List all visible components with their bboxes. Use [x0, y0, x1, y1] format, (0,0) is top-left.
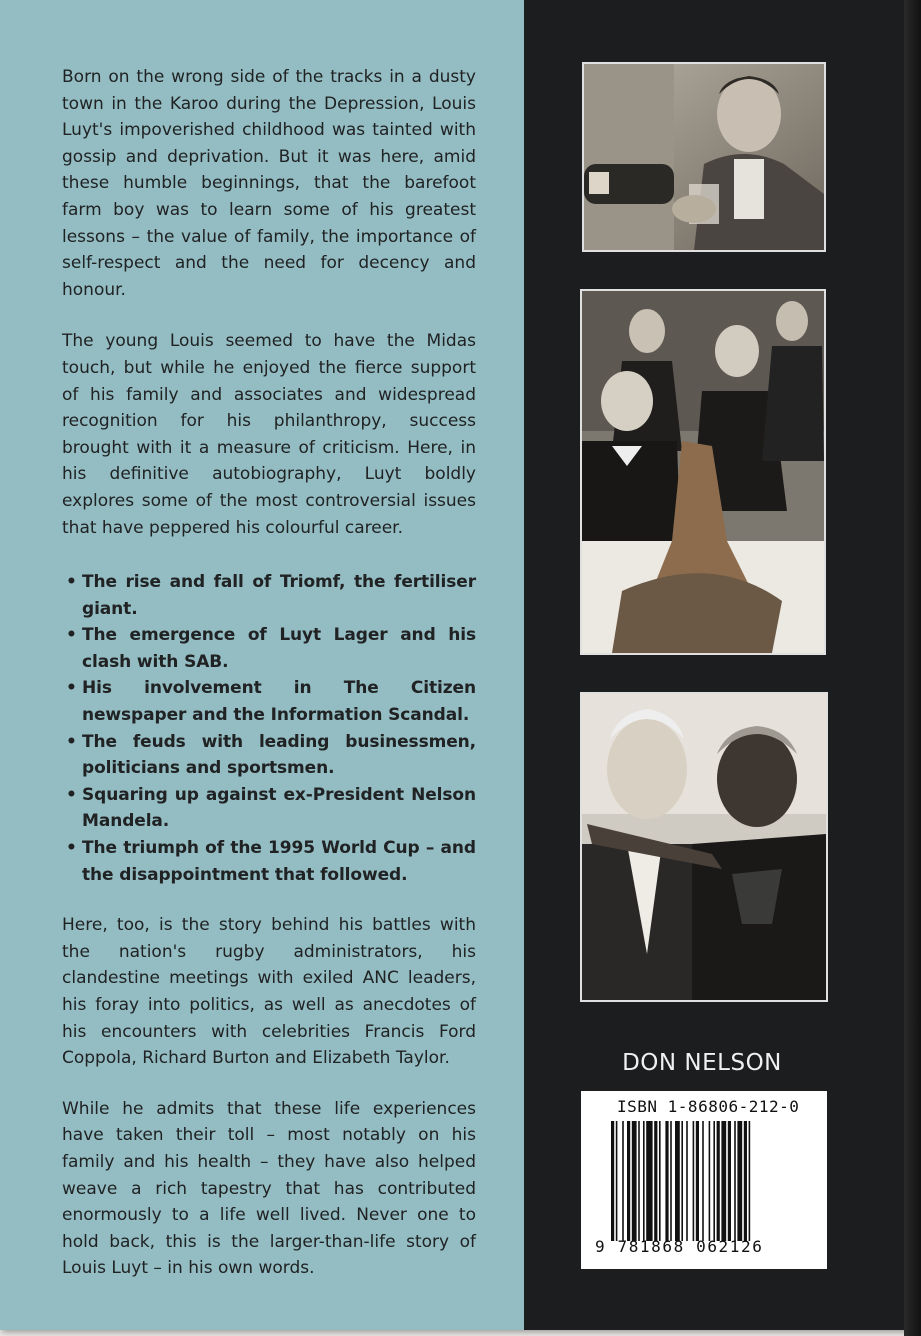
highlights-list	[62, 569, 476, 888]
spine-edge	[904, 0, 921, 1336]
blurb-text	[62, 64, 476, 1282]
list-item: • The emergence of Luyt Lager and his clash with SAB.	[62, 622, 476, 675]
blurb-second: The young Louis seemed to have the Midas touch, but while he enjoyed the fierce support of his family and associates and widespread recognition for his philanthropy, success brought with it a measure of criticism. Here, in his definitive autobiography, Luyt boldly explores some of the most controversial issues that have peppered his colourful career.	[62, 331, 476, 538]
isbn-barcode	[581, 1091, 827, 1269]
barcode-bars	[611, 1121, 811, 1241]
isbn-label: ISBN 1-86806-212-0	[617, 1097, 800, 1116]
list-item: • Squaring up against ex-President Nelson Mandela.	[62, 782, 476, 835]
barcode-digits: 9 781868 062126	[595, 1237, 764, 1256]
list-item: • The feuds with leading businessmen, politicians and sportsmen.	[62, 729, 476, 782]
list-item: • The triumph of the 1995 World Cup – and the disappointment that followed.	[62, 835, 476, 888]
blurb-third: Here, too, is the story behind his battles with the nation's rugby administrators, his clandestine meetings with exiled ANC leaders, his foray into politics, as well as anecdotes of his encounters with celebrities Francis Ford Coppola, Richard Burton and Elizabeth Taylor.	[62, 915, 476, 1069]
publisher-name: DON NELSON	[622, 1050, 782, 1076]
blurb-intro: Born on the wrong side of the tracks in a dusty town in the Karoo during the Depression, Louis Luyt's impoverished childhood was tainted with gossip and deprivation. But it was here, amid these humble beginnings, that the barefoot farm boy was to learn some of his greatest lessons – the value of family, the importance of self-respect and the need for decency and honour.	[62, 67, 476, 300]
list-item: • His involvement in The Citizen newspaper and the Information Scandal.	[62, 675, 476, 728]
list-item: • The rise and fall of Triomf, the fertiliser giant.	[62, 569, 476, 622]
photo-dinner-group	[580, 289, 826, 655]
photo-with-mandela	[580, 692, 828, 1002]
photo-pouring-drink	[582, 62, 826, 252]
blurb-fourth: While he admits that these life experiences have taken their toll – most notably on his family and his health – they have also helped weave a rich tapestry that has contributed enormously to a life well lived. Never one to hold back, this is the larger-than-life story of Louis Luyt – in his own words.	[62, 1098, 476, 1279]
